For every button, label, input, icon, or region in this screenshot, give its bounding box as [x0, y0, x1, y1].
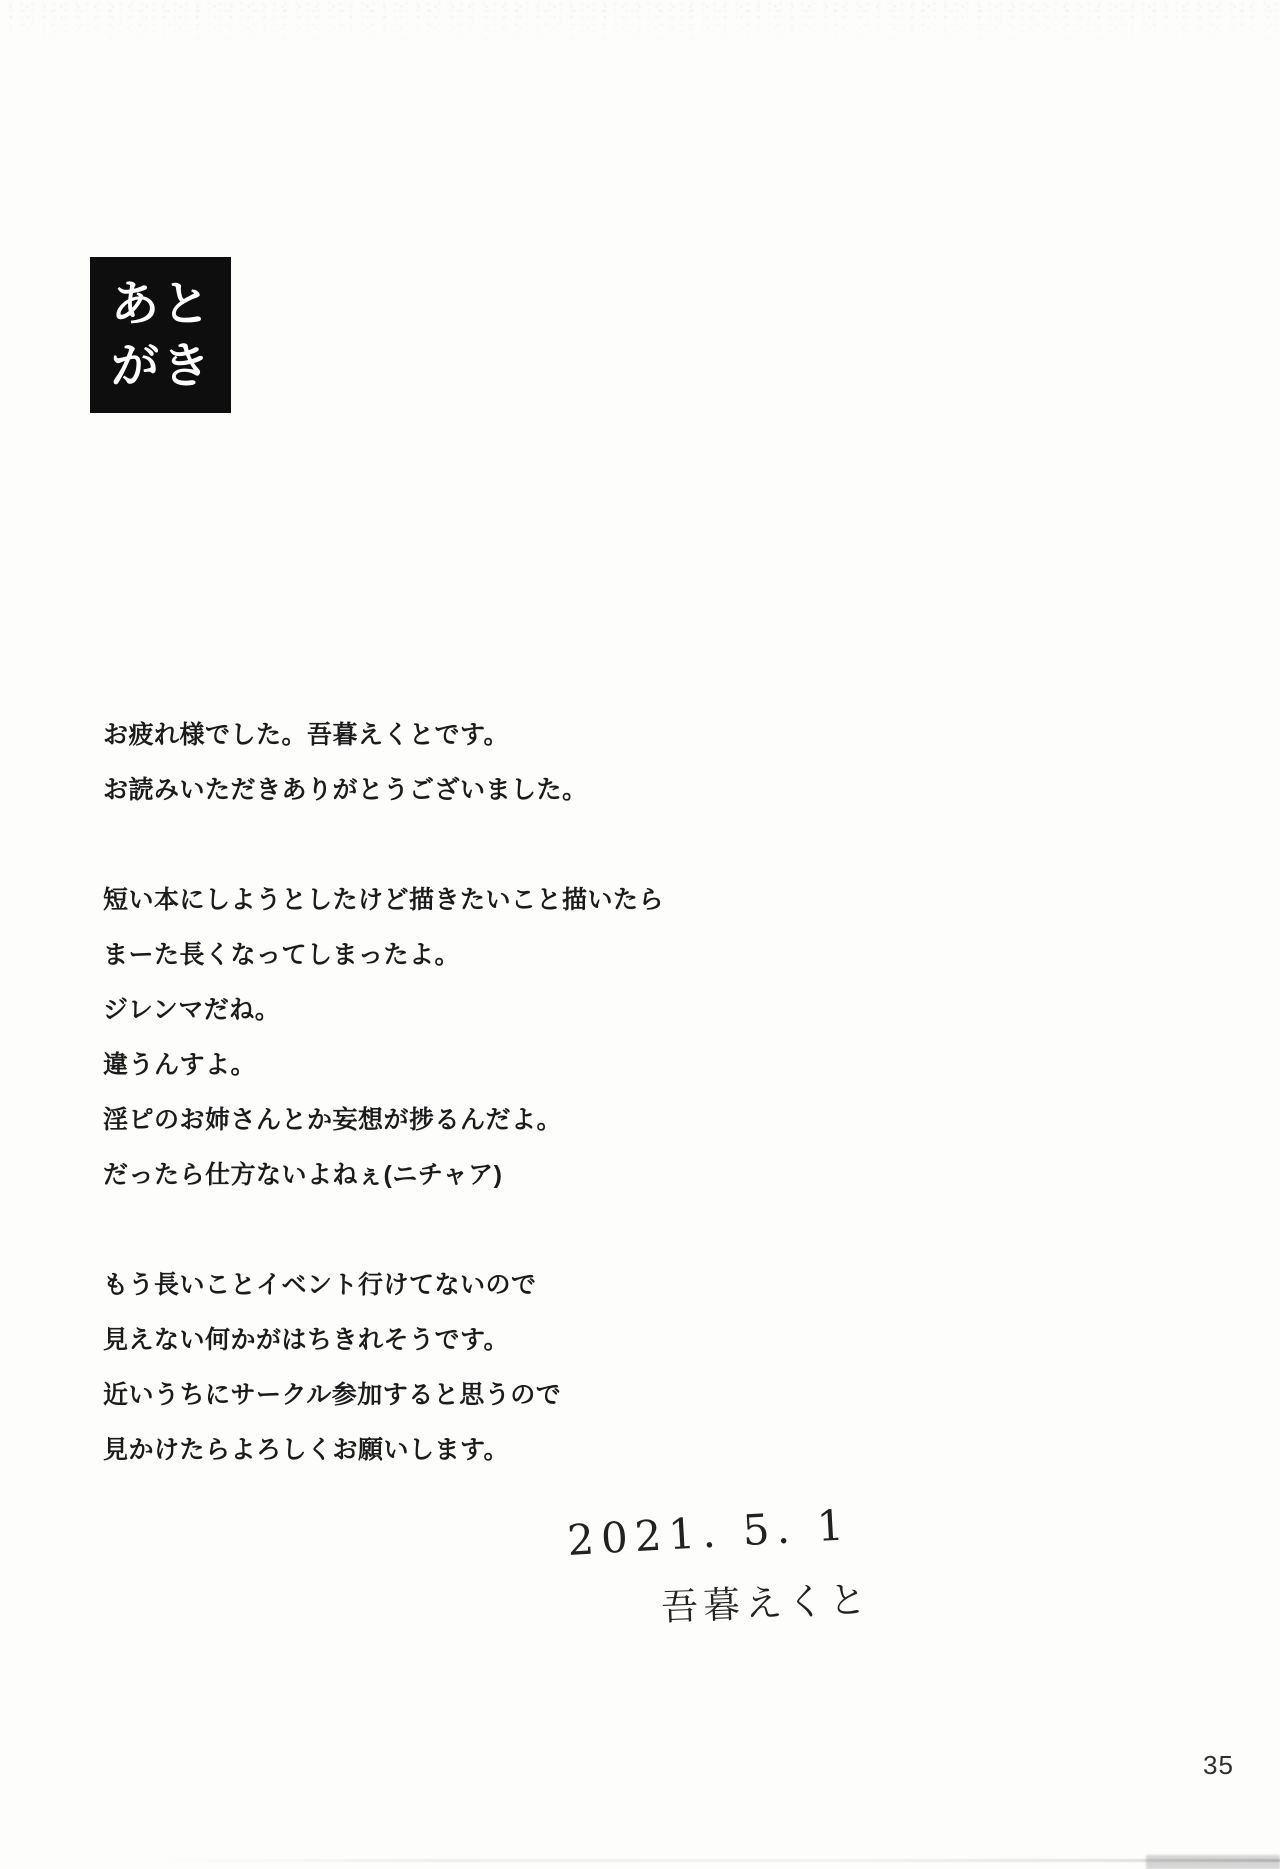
text-line: 短い本にしようとしたけど描きたいこと描いたら: [103, 886, 665, 914]
text-line: まーた長くなってしまったよ。: [103, 941, 461, 969]
afterword-title-box: [90, 257, 231, 413]
text-line: 見えない何かがはちきれそうです。: [103, 1326, 510, 1354]
handwritten-signature: 吾暮えくと: [660, 1577, 872, 1629]
text-line: もう長いことイベント行けてないので: [103, 1271, 537, 1299]
page-number: 35: [1203, 1750, 1234, 1780]
scan-corner-bottom-right: [1146, 1855, 1280, 1869]
paragraph-greeting: [103, 708, 1083, 818]
text-line: 違うんすよ。: [103, 1051, 257, 1079]
text-line: 見かけたらよろしくお願いします。: [103, 1436, 510, 1464]
paragraph-closing: [103, 1258, 1083, 1478]
handwritten-date: 2021. 5. 1: [566, 1500, 853, 1565]
text-line: ジレンマだね。: [103, 996, 281, 1024]
afterword-text: [103, 708, 1083, 1478]
text-line: お疲れ様でした。吾暮えくとです。: [103, 721, 510, 749]
afterword-title-line-1: あと: [111, 278, 214, 331]
paragraph-main: [103, 873, 1083, 1203]
scan-noise-top: [0, 0, 1280, 46]
scan-edge-bottom: [160, 1859, 1280, 1862]
afterword-title-line-2: がき: [111, 340, 214, 393]
text-line: 近いうちにサークル参加すると思うので: [103, 1381, 562, 1409]
text-line: お読みいただきありがとうございました。: [103, 776, 588, 804]
text-line: 淫ピのお姉さんとか妄想が捗るんだよ。: [103, 1106, 563, 1134]
text-line: だったら仕方ないよねぇ(ニチャア): [103, 1161, 503, 1189]
